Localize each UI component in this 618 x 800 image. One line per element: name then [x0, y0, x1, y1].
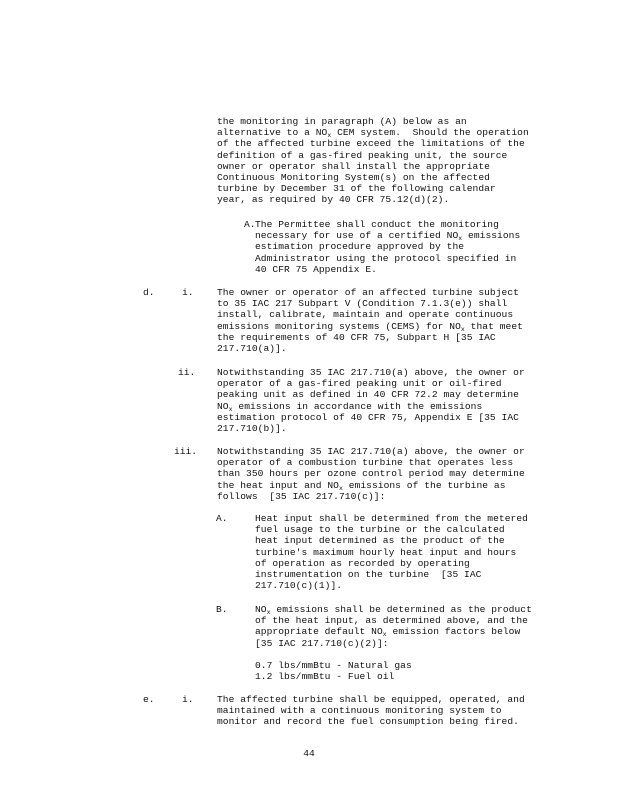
section-e-i-marker: i.: [182, 694, 194, 705]
text-line: follows [35 IAC 217.710(c)]:: [217, 490, 386, 502]
text-line: fuel usage to the turbine or the calculated: [255, 524, 505, 536]
text-line: heat input determined as the product of the: [255, 535, 505, 547]
section-d-i-text: [217, 287, 523, 354]
section-d-ii-text: [217, 367, 525, 434]
text-line: estimation procedure approved by the: [255, 241, 465, 253]
text-line: 217.710(b)].: [217, 423, 287, 435]
item-A-marker: A.: [244, 219, 256, 230]
text-line: The Permittee shall conduct the monitoring: [255, 219, 499, 230]
text-line: appropriate default $NO_x$ emission factors below: [255, 626, 521, 639]
text-line: the monitoring in paragraph (A) below as an: [217, 116, 467, 127]
text-line: $NO_x$ emissions in accordance with the emissions: [217, 400, 483, 413]
text-line: Administrator using the protocol specified in: [255, 252, 517, 264]
text-line: The owner or operator of an affected turbine subject: [217, 287, 519, 298]
text-line: monitor and record the fuel consumption being fired.: [217, 716, 519, 728]
text-line: operator of a combustion turbine that operates less: [217, 457, 514, 469]
text-line: Notwithstanding 35 IAC 217.710(a) above, the owner or: [217, 367, 525, 378]
section-d-iii-marker: iii.: [174, 446, 198, 457]
intro-paragraph: [217, 116, 529, 206]
text-line: 40 CFR 75 Appendix E.: [255, 263, 377, 275]
text-line: alternative to a $NO_x$ CEM system. Should the operation: [217, 127, 529, 140]
text-line: estimation protocol of 40 CFR 75, Appendix E [35 IAC: [217, 411, 519, 423]
text-line: 217.710(a)].: [217, 343, 287, 355]
section-d-iii-text: [217, 446, 525, 502]
text-line: the requirements of 40 CFR 75, Subpart H [35 IAC: [217, 331, 496, 343]
text-line: owner or operator shall install the appropriate: [217, 160, 490, 172]
text-line: instrumentation on the turbine [35 IAC: [255, 569, 482, 581]
text-line: turbine's maximum hourly heat input and hours: [255, 546, 517, 558]
subitem-A-marker: A.: [216, 513, 228, 524]
text-line: to 35 IAC 217 Subpart V (Condition 7.1.3(e)) shall: [217, 298, 508, 310]
subitem-B-text: [255, 604, 532, 649]
text-line: emissions monitoring systems (CEMS) for $NO_x$ that meet: [217, 320, 523, 333]
text-line: Notwithstanding 35 IAC 217.710(a) above, the owner or: [217, 446, 525, 457]
item-A-text: [255, 219, 520, 275]
text-line: than 350 hours per ozone control period may determine: [217, 468, 525, 480]
text-line: the heat input and $NO_x$ emissions of the turbine as: [217, 479, 506, 492]
text-line: year, as required by 40 CFR 75.12(d)(2).: [217, 194, 450, 206]
text-line: 1.2 lbs/mmBtu - Fuel oil: [255, 671, 395, 683]
text-line: necessary for use of a certified $NO_x$ emissions: [255, 230, 521, 243]
text-line: definition of a gas-fired peaking unit, the source: [217, 149, 508, 161]
section-e-i-text: [217, 694, 525, 728]
text-line: 217.710(c)(1)].: [255, 580, 343, 592]
section-d-i-marker: i.: [182, 287, 194, 298]
text-line: of operation as recorded by operating: [255, 557, 470, 569]
text-line: [35 IAC 217.710(c)(2)]:: [255, 637, 389, 649]
page-number: 44: [303, 748, 315, 759]
text-line: operator of a gas-fired peaking unit or oil-fired: [217, 378, 502, 390]
emission-factors: [255, 660, 412, 682]
section-d-ii-marker: ii.: [178, 367, 196, 378]
text-line: peaking unit as defined in 40 CFR 72.2 may determine: [217, 389, 519, 401]
text-line: Continuous Monitoring System(s) on the affected: [217, 172, 490, 184]
text-line: $NO_x$ emissions shall be determined as the product: [255, 604, 532, 616]
text-line: 0.7 lbs/mmBtu - Natural gas: [255, 660, 412, 671]
text-line: of the heat input, as determined above, and the: [255, 615, 528, 627]
text-line: The affected turbine shall be equipped, operated, and: [217, 694, 525, 705]
text-line: Heat input shall be determined from the metered: [255, 513, 528, 524]
text-line: install, calibrate, maintain and operate continuous: [217, 309, 514, 321]
text-line: maintained with a continuous monitoring system to: [217, 705, 502, 717]
section-e-marker: e.: [143, 694, 155, 705]
section-d-marker: d.: [143, 287, 155, 298]
subitem-A-text: [255, 513, 528, 591]
text-line: turbine by December 31 of the following calendar: [217, 183, 496, 195]
text-line: of the affected turbine exceed the limitations of the: [217, 138, 525, 150]
subitem-B-marker: B.: [216, 604, 228, 615]
